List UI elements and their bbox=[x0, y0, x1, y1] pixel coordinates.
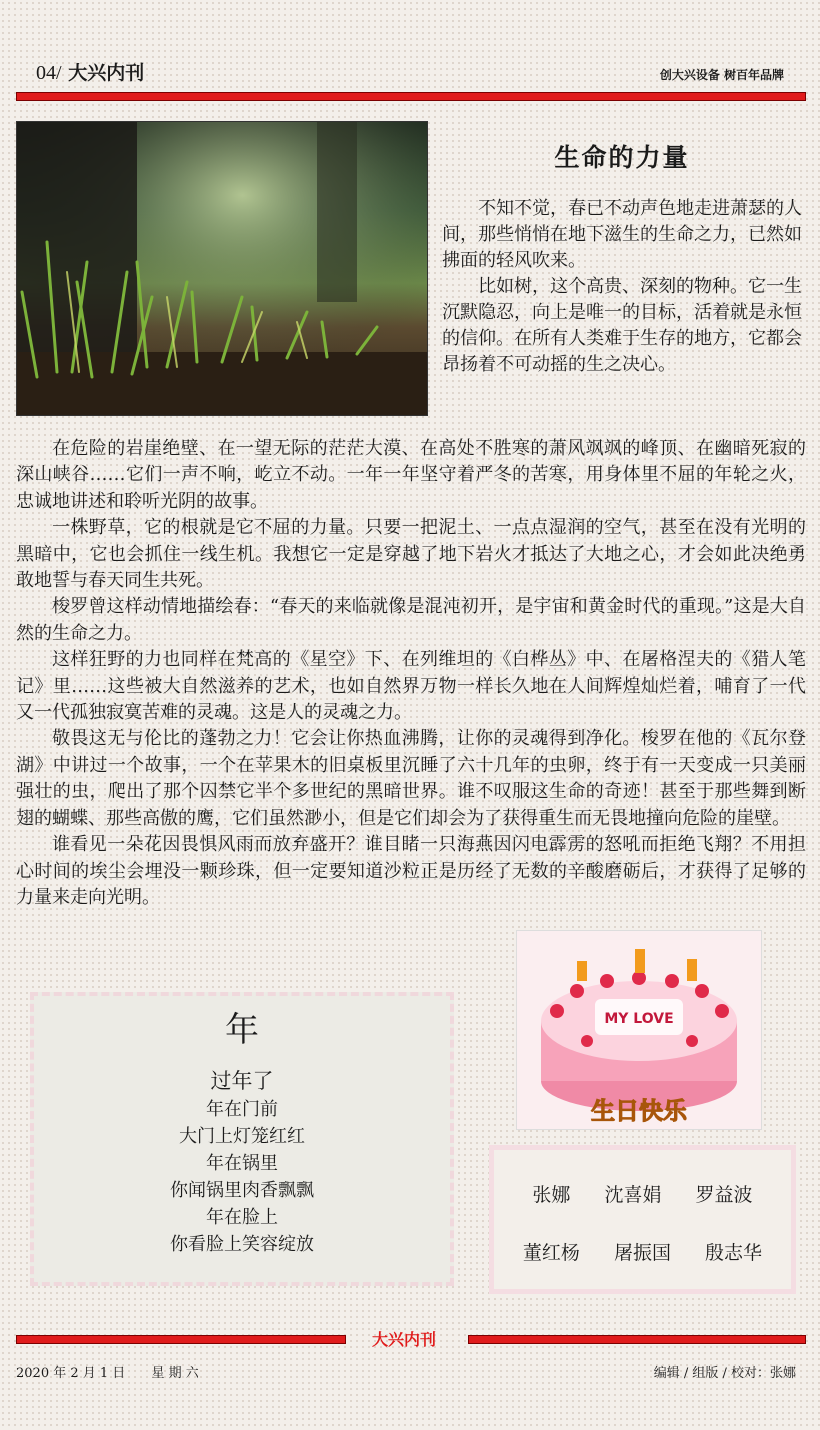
cake-topper-text: MY LOVE bbox=[604, 1011, 674, 1027]
poem-line: 过年了 bbox=[210, 1069, 274, 1093]
poem-line: 年在脸上 bbox=[206, 1207, 278, 1228]
date-text: 2020 年 2 月 1 日 bbox=[16, 1366, 126, 1381]
contributors-row bbox=[494, 1180, 791, 1207]
poem-line: 你看脸上笑容绽放 bbox=[170, 1234, 314, 1255]
editor-credit: 编辑 / 组版 / 校对：张娜 bbox=[653, 1366, 796, 1381]
body-paragraph: 敬畏这无与伦比的蓬勃之力！它会让你热血沸腾，让你的灵魂得到净化。梭罗在他的《瓦尔登湖》中讲过一个故事，一个在苹果木的旧桌板里沉睡了六十几年的虫卵，终于有一天变成一只美丽强壮的虫，爬出了那个囚禁它半个多世纪的黑暗世界。谁不叹服这生命的奇迹！甚至于那些舞到断翅的蝴蝶、那些高傲的鹰，它们虽然渺小，但是它们却会为了获得重生而无畏地撞向危险的崖壁。 bbox=[16, 728, 806, 829]
contributor-name: 沈喜娟 bbox=[604, 1184, 662, 1206]
poem-line: 你闻锅里肉香飘飘 bbox=[170, 1180, 314, 1201]
slogan: 创大兴设备 树百年品牌 bbox=[659, 68, 784, 82]
contributor-name: 罗益波 bbox=[695, 1184, 753, 1206]
header-divider bbox=[16, 92, 806, 101]
body-paragraph: 这样狂野的力也同样在梵高的《星空》下、在列维坦的《白桦丛》中、在屠格涅夫的《猎人笔记》里……这些被大自然滋养的艺术，也如自然界万物一样长久地在人间辉煌灿烂着，哺育了一代又一代孤独寂寞苦难的灵魂。这是人的灵魂之力。 bbox=[16, 649, 806, 724]
birthday-cake-image bbox=[516, 930, 762, 1130]
body-paragraph: 一株野草，它的根就是它不屈的力量。只要一把泥土、一点点湿润的空气，甚至在没有光明的黑暗中，它也会抓住一线生机。我想它一定是穿越了地下岩火才抵达了大地之心，才会如此决绝勇敢地誓与春天同生共死。 bbox=[16, 517, 806, 592]
poem-line: 大门上灯笼红红 bbox=[179, 1126, 305, 1147]
article-body bbox=[16, 436, 806, 911]
poem-line: 年在锅里 bbox=[206, 1153, 278, 1174]
weekday-text: 星 期 六 bbox=[151, 1366, 199, 1381]
poem-box bbox=[30, 992, 454, 1286]
poem-line: 年在门前 bbox=[206, 1099, 278, 1120]
contributor-name: 屠振国 bbox=[613, 1242, 671, 1264]
article-title: 生命的力量 bbox=[554, 143, 690, 172]
intro-paragraph: 比如树，这个高贵、深刻的物种。它一生沉默隐忍，向上是唯一的目标，活着就是永恒的信仰。在所有人类难于生存的地方，它都会昂扬着不可动摇的生之决心。 bbox=[442, 276, 802, 375]
publication-name: 大兴内刊 bbox=[68, 62, 145, 84]
footer-brand: 大兴内刊 bbox=[371, 1330, 436, 1349]
footer-divider-left bbox=[16, 1335, 346, 1344]
contributors-row bbox=[494, 1238, 791, 1265]
body-paragraph: 谁看见一朵花因畏惧风雨而放弃盛开？谁目睹一只海燕因闪电霹雳的怒吼而拒绝飞翔？不用担心时间的埃尘会埋没一颗珍珠，但一定要知道沙粒正是历经了无数的辛酸磨砺后，才获得了足够的力量来走向光明。 bbox=[16, 834, 806, 908]
footer-divider-right bbox=[468, 1335, 806, 1344]
body-paragraph: 梭罗曾这样动情地描绘春：“春天的来临就像是混沌初开，是宇宙和黄金时代的重现。”这是大自然的生命之力。 bbox=[16, 596, 806, 644]
contributors-box bbox=[489, 1145, 796, 1294]
article-intro bbox=[442, 196, 802, 378]
contributor-name: 张娜 bbox=[532, 1184, 571, 1206]
body-paragraph: 在危险的岩崖绝壁、在一望无际的茫茫大漠、在高处不胜寒的萧风飒飒的峰顶、在幽暗死寂的深山峡谷……它们一声不响，屹立不动。一年一年坚守着严冬的苦寒，用身体里不屈的年轮之火，忠诚地讲述和聆听光阴的故事。 bbox=[16, 438, 806, 512]
page-number: 04/ bbox=[36, 62, 62, 84]
contributor-name: 殷志华 bbox=[705, 1242, 763, 1264]
masthead bbox=[36, 58, 144, 85]
contributor-name: 董红杨 bbox=[522, 1242, 580, 1264]
poem-title: 年 bbox=[225, 1010, 259, 1050]
grass-photo bbox=[16, 121, 428, 416]
cake-caption: 生日快乐 bbox=[591, 1097, 687, 1125]
issue-date bbox=[16, 1362, 221, 1381]
intro-paragraph: 不知不觉，春已不动声色地走进萧瑟的人间，那些悄悄在地下滋生的生命之力，已然如拂面的轻风吹来。 bbox=[442, 198, 802, 271]
poem-lines bbox=[34, 1066, 450, 1258]
